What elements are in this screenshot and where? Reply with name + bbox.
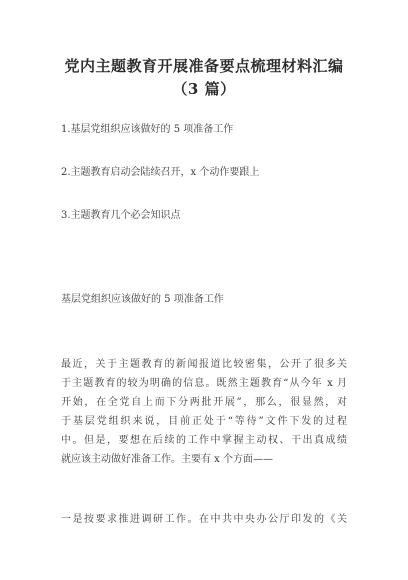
- toc-item-3: 3.主题教育几个必会知识点: [61, 210, 181, 221]
- paragraph-line: 于基层党组织来说，目前正处于“等待”文件下发的过程: [61, 416, 347, 427]
- paragraph-line: 于主题教育的较为明确的信息。既然主题教育“从今年 x 月: [61, 378, 347, 389]
- document-title-count: （3 篇）: [172, 80, 236, 98]
- paragraph-line: 最近，关于主题教育的新闻报道比较密集，公开了很多关: [61, 359, 347, 370]
- document-title: 党内主题教育开展准备要点梳理材料汇编: [64, 57, 344, 75]
- toc-item-1: 1.基层党组织应该做好的 5 项准备工作: [61, 124, 234, 135]
- section-heading: 基层党组织应该做好的 5 项准备工作: [61, 294, 224, 305]
- paragraph-line: 一是按要求推进调研工作。在中共中央办公厅印发的《关: [61, 514, 347, 525]
- paragraph-line: 就应该主动做好准备工作。主要有 x 个方面——: [61, 454, 273, 465]
- paragraph-line: 开始，在全党自上而下分两批开展”，那么，很显然，对: [61, 397, 347, 408]
- toc-item-2: 2.主题教育启动会陆续召开，x 个动作要跟上: [61, 167, 260, 178]
- paragraph-line: 中。但是，要想在后续的工作中掌握主动权、干出真成绩: [61, 435, 347, 446]
